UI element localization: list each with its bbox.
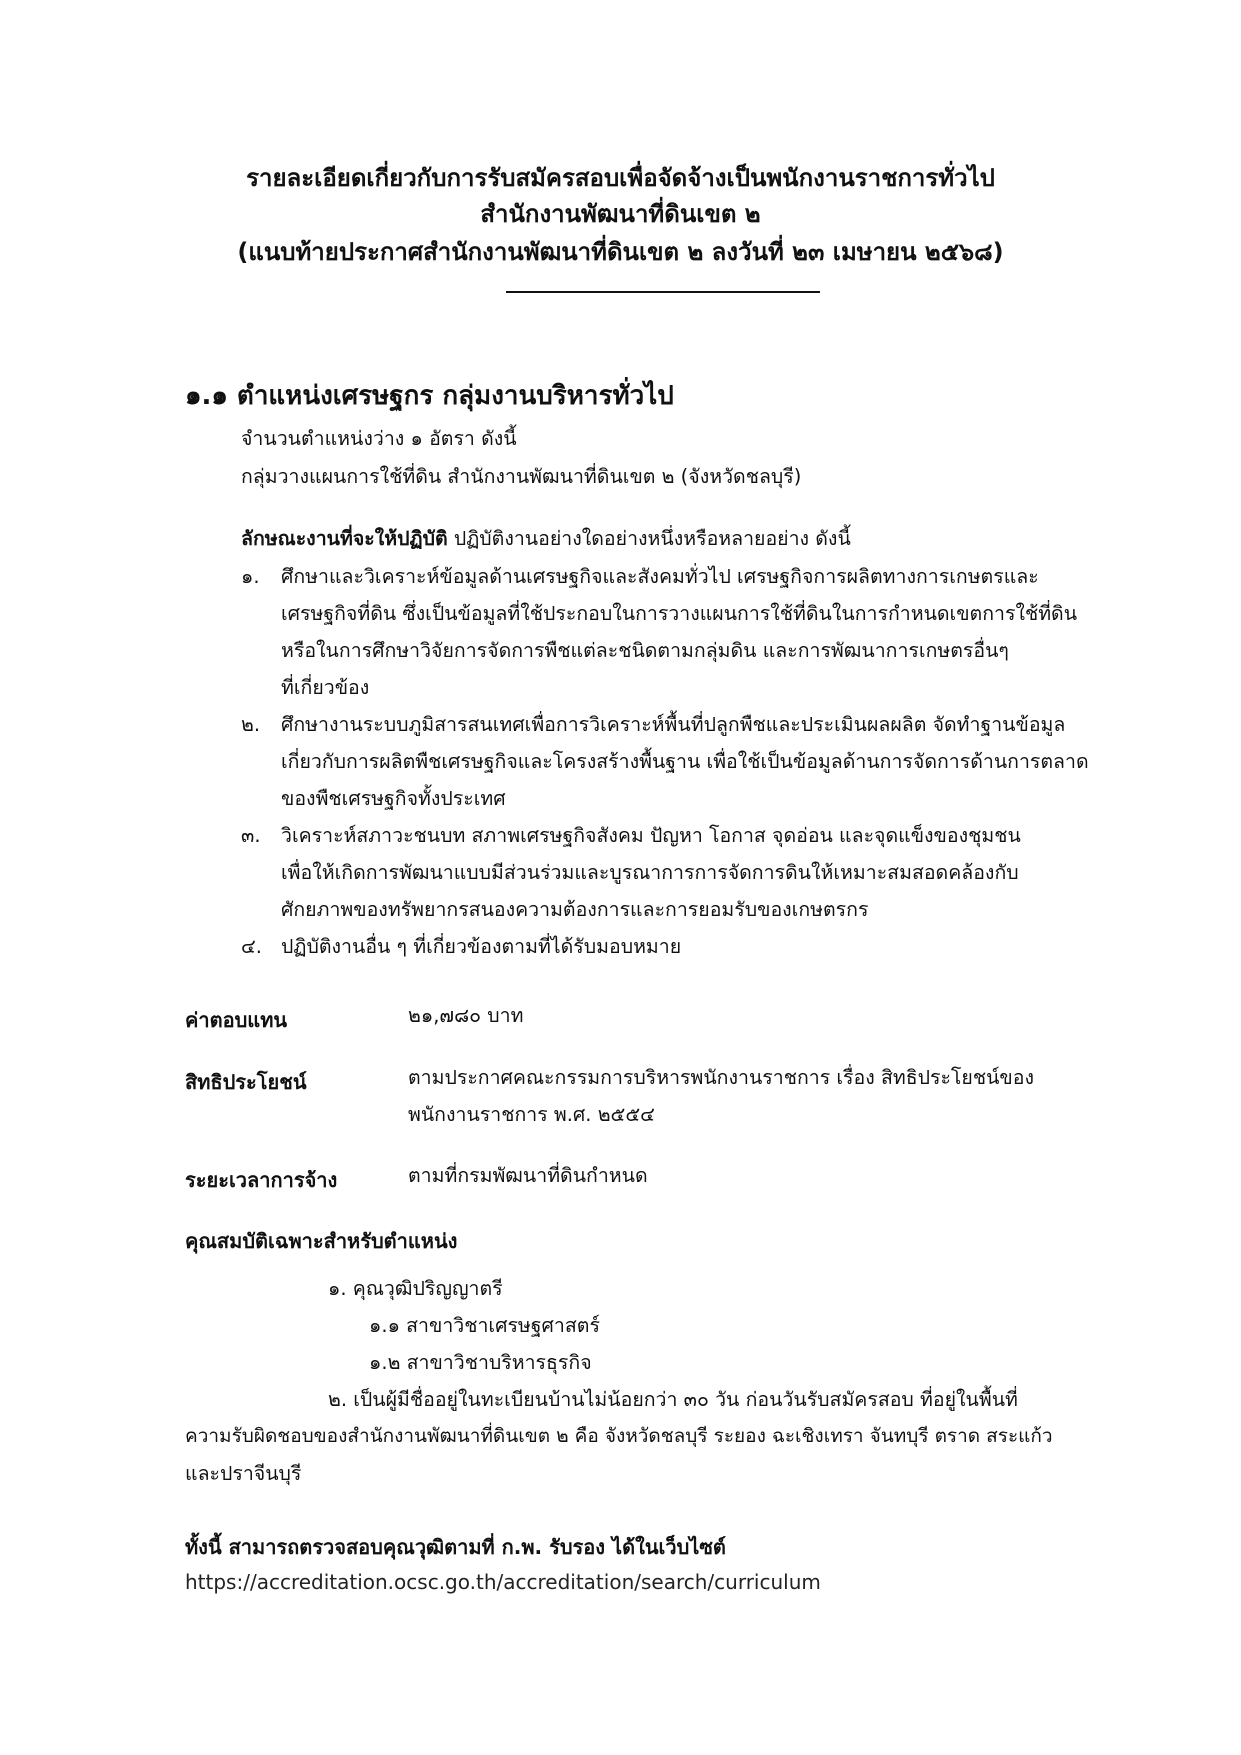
- duty-number: ๔.: [241, 935, 262, 958]
- qualification-major-2: ๑.๒ สาขาวิชาบริหารธุรกิจ: [369, 1351, 592, 1374]
- duties-intro-text: ปฏิบัติงานอย่างใดอย่างหนึ่งหรือหลายอย่าง ดังนี้: [447, 527, 851, 550]
- duty-line: ที่เกี่ยวข้อง: [281, 676, 370, 699]
- duty-number: ๑.: [241, 565, 260, 588]
- qualification-major-1: ๑.๑ สาขาวิชาเศรษฐศาสตร์: [369, 1314, 600, 1337]
- duty-line: ศึกษาและวิเคราะห์ข้อมูลด้านเศรษฐกิจและสังคมทั่วไป เศรษฐกิจการผลิตทางการเกษตรและ: [281, 565, 1039, 588]
- benefits-line-2: พนักงานราชการ พ.ศ. ๒๕๕๔: [408, 1103, 655, 1126]
- duty-line: เกี่ยวกับการผลิตพืชเศรษฐกิจและโครงสร้างพื้นฐาน เพื่อใช้เป็นข้อมูลด้านการจัดการด้านการตลาด: [281, 750, 1089, 773]
- qualification-degree: ๑. คุณวุฒิปริญญาตรี: [328, 1277, 503, 1300]
- unit-text: กลุ่มวางแผนการใช้ที่ดิน สำนักงานพัฒนาที่ดินเขต ๒ (จังหวัดชลบุรี): [241, 465, 802, 488]
- duty-line: เพื่อให้เกิดการพัฒนาแบบมีส่วนร่วมและบูรณาการการจัดการดินให้เหมาะสมสอดคล้องกับ: [281, 861, 1019, 884]
- duty-line: ศึกษางานระบบภูมิสารสนเทศเพื่อการวิเคราะห์พื้นที่ปลูกพืชและประเมินผลผลิต จัดทำฐานข้อมูล: [281, 713, 1066, 736]
- duty-line: ศักยภาพของทรัพยากรสนองความต้องการและการยอมรับของเกษตรกร: [281, 898, 869, 921]
- duty-line: ของพืชเศรษฐกิจทั้งประเทศ: [281, 787, 506, 810]
- vacancy-text: จำนวนตำแหน่งว่าง ๑ อัตรา ดังนี้: [241, 427, 517, 450]
- duty-line: เศรษฐกิจที่ดิน ซึ่งเป็นข้อมูลที่ใช้ประกอบในการวางแผนการใช้ที่ดินในการกำหนดเขตการใช้ที่ดิน: [281, 602, 1078, 625]
- qualification-residence-line-3: และปราจีนบุรี: [185, 1462, 302, 1485]
- title-line-1: รายละเอียดเกี่ยวกับการรับสมัครสอบเพื่อจัดจ้างเป็นพนักงานราชการทั่วไป: [246, 164, 995, 192]
- benefits-label: สิทธิประโยชน์: [185, 1070, 307, 1094]
- duties-label: ลักษณะงานที่จะให้ปฏิบัติ: [241, 527, 448, 550]
- title-line-2: สำนักงานพัฒนาที่ดินเขต ๒: [480, 200, 761, 228]
- duty-line: หรือในการศึกษาวิจัยการจัดการพืชแต่ละชนิดตามกลุ่มดิน และการพัฒนาการเกษตรอื่นๆ: [281, 639, 1009, 662]
- duty-line: ปฏิบัติงานอื่น ๆ ที่เกี่ยวข้องตามที่ได้รับมอบหมาย: [281, 935, 682, 958]
- benefits-line-1: ตามประกาศคณะกรรมการบริหารพนักงานราชการ เรื่อง สิทธิประโยชน์ของ: [408, 1066, 1034, 1089]
- employment-period-label: ระยะเวลาการจ้าง: [185, 1168, 338, 1192]
- duty-line: วิเคราะห์สภาวะชนบท สภาพเศรษฐกิจสังคม ปัญหา โอกาส จุดอ่อน และจุดแข็งของชุมชน: [281, 824, 1021, 847]
- qualification-residence-line-1: ๒. เป็นผู้มีชื่ออยู่ในทะเบียนบ้านไม่น้อยกว่า ๓๐ วัน ก่อนวันรับสมัครสอบ ที่อยู่ในพื้นที่: [328, 1388, 1018, 1411]
- position-heading: ๑.๑ ตำแหน่งเศรษฐกร กลุ่มงานบริหารทั่วไป: [185, 381, 674, 411]
- duties-intro: [241, 527, 851, 550]
- qualifications-label: คุณสมบัติเฉพาะสำหรับตำแหน่ง: [185, 1229, 458, 1253]
- duty-number: ๒.: [241, 713, 261, 736]
- verification-url-link[interactable]: https://accreditation.ocsc.go.th/accreditation/search/curriculum: [185, 1570, 821, 1594]
- compensation-value: ๒๑,๗๘๐ บาท: [408, 1004, 524, 1027]
- compensation-label: ค่าตอบแทน: [185, 1008, 288, 1032]
- verification-note: ทั้งนี้ สามารถตรวจสอบคุณวุฒิตามที่ ก.พ. รับรอง ได้ในเว็บไซต์: [185, 1535, 726, 1559]
- title-underline: [506, 291, 820, 293]
- employment-period-value: ตามที่กรมพัฒนาที่ดินกำหนด: [408, 1164, 648, 1187]
- title-line-3: (แนบท้ายประกาศสำนักงานพัฒนาที่ดินเขต ๒ ลงวันที่ ๒๓ เมษายน ๒๕๖๘): [237, 238, 1004, 266]
- duty-number: ๓.: [241, 824, 261, 847]
- qualification-residence-line-2: ความรับผิดชอบของสำนักงานพัฒนาที่ดินเขต ๒ คือ จังหวัดชลบุรี ระยอง ฉะเชิงเทรา จันทบุรี ตราด สระแก้ว: [185, 1425, 1053, 1447]
